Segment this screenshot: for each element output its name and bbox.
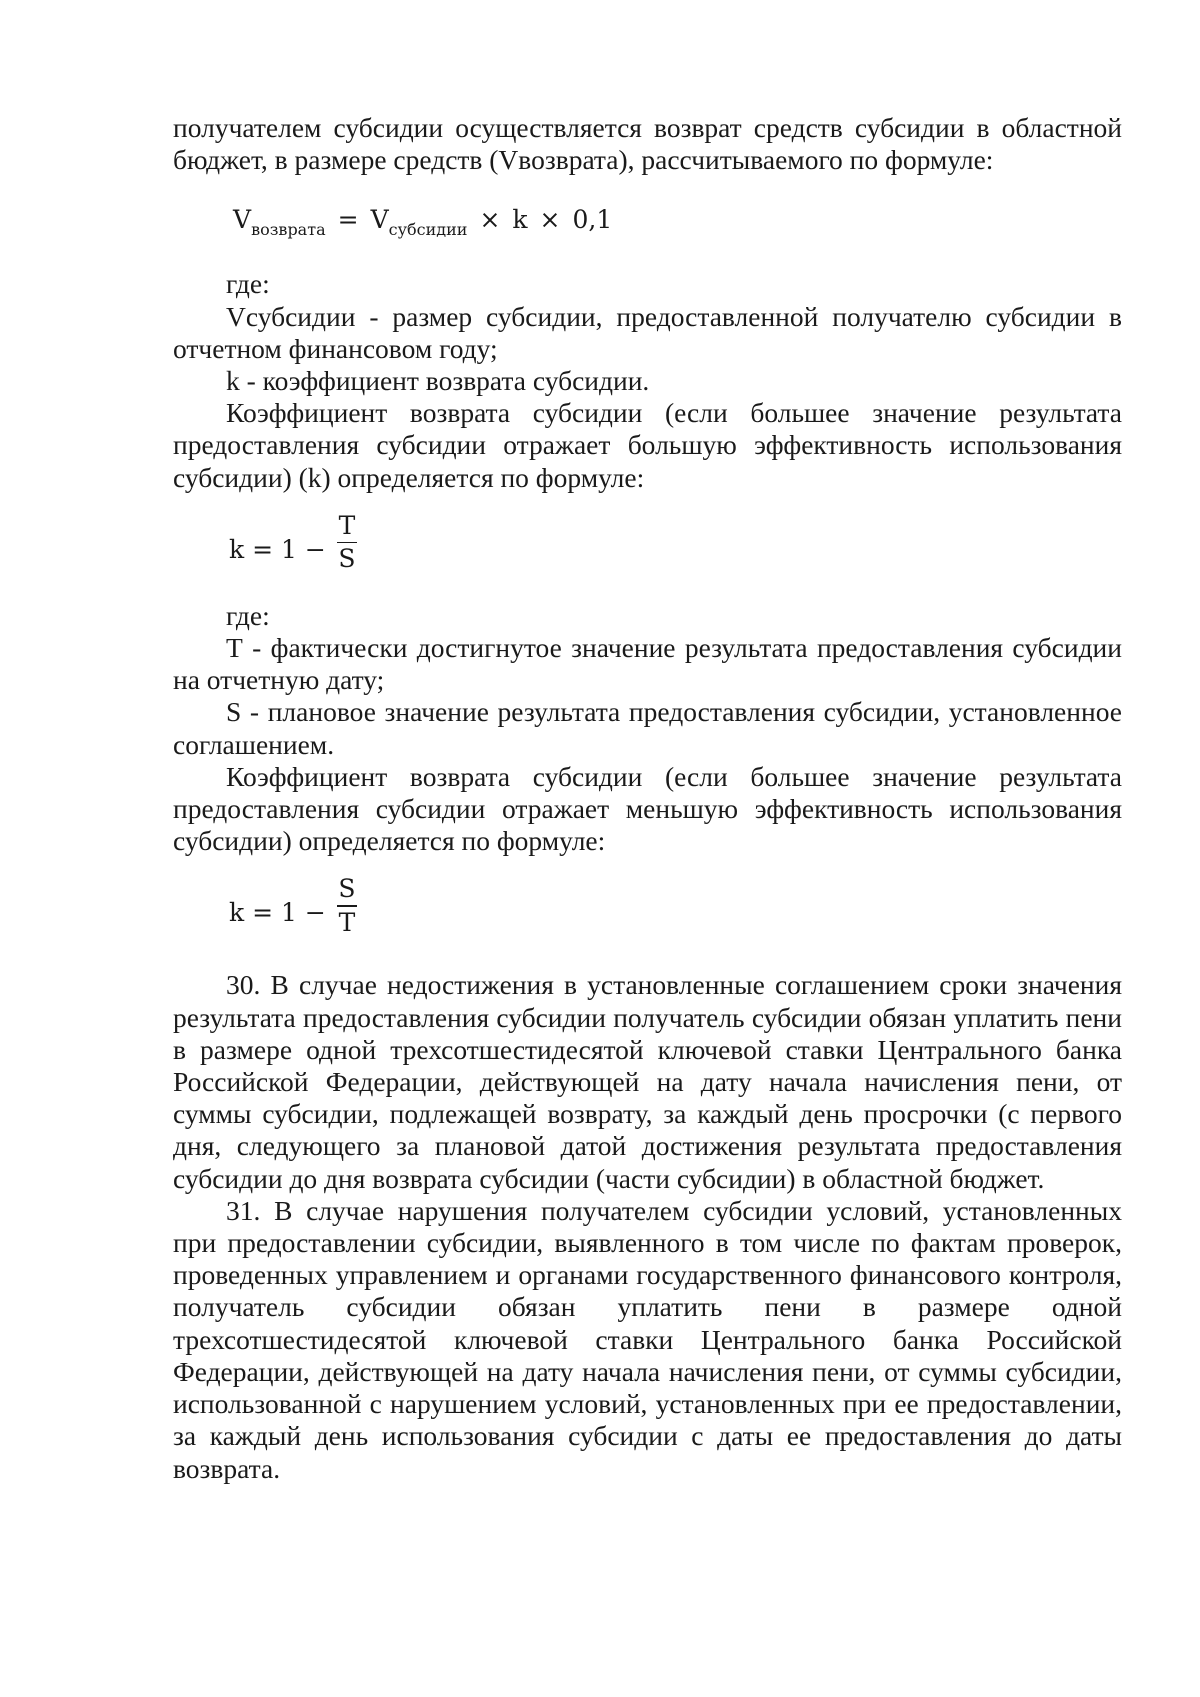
paragraph-coefficient-greater-effectiveness: Коэффициент возврата субсидии (если большее значение результата предоставления субсидии отражает большую эффективность использования субсидии) (k) определяется по формуле:: [173, 397, 1122, 493]
fraction-bar: [337, 905, 357, 907]
formula-rhs-subscript: субсидии: [388, 220, 468, 240]
formula-lhs: k = 1 −: [229, 534, 326, 564]
label-where: где:: [226, 268, 270, 300]
formula-equals: =: [337, 205, 359, 235]
formula-times: ×: [479, 205, 501, 235]
definition-t: Т - фактически достигнутое значение результата предоставления субсидии на отчетную дату;: [173, 632, 1122, 696]
formula-coefficient-s-over-t: [173, 857, 1122, 963]
formula-lhs-subscript: возврата: [251, 220, 326, 240]
fraction-numerator: S: [338, 874, 356, 904]
document-body: [173, 112, 1122, 1485]
formula-rhs-var: V: [370, 205, 389, 235]
definition-k: k - коэффициент возврата субсидии.: [226, 365, 650, 397]
fraction-denominator: S: [338, 544, 356, 574]
formula-lhs-var: V: [233, 205, 252, 235]
clause-31: 31. В случае нарушения получателем субсидии условий, установленных при предоставлении субсидии, выявленного в том числе по фактам проверок, проведенных управлением и органами государственного финансового контроля, получатель субсидии обязан уплатить пени в размере одной трехсотшестидесятой ключевой ставки Центрального банка Российской Федерации, действующей на дату начала начисления пени, от суммы субсидии, использованной с нарушением условий, установленных при ее предоставлении, за каждый день использования субсидии с даты ее предоставления до даты возврата.: [173, 1194, 1122, 1484]
formula-times: ×: [539, 205, 561, 235]
fraction: [337, 512, 357, 574]
fraction-bar: [337, 542, 357, 544]
definition-v-subsidy: Vсубсидии - размер субсидии, предоставленной получателю субсидии в отчетном финансовом году;: [173, 300, 1122, 364]
formula-k: k: [512, 205, 528, 235]
formula-coefficient-t-over-s: [173, 494, 1122, 600]
paragraph-coefficient-lesser-effectiveness: Коэффициент возврата субсидии (если большее значение результата предоставления субсидии отражает меньшую эффективность использования субсидии) определяется по формуле:: [173, 760, 1122, 857]
fraction: [337, 875, 357, 937]
paragraph-return-intro: получателем субсидии осуществляется возврат средств субсидии в областной бюджет, в размере средств (Vвозврата), рассчитываемого по формуле:: [173, 112, 1122, 176]
definition-s: S - плановое значение результата предоставления субсидии, установленное соглашением.: [173, 696, 1122, 760]
label-where: где:: [226, 599, 270, 631]
fraction-denominator: T: [338, 907, 356, 937]
clause-30: 30. В случае недостижения в установленные соглашением сроки значения результата предоставления субсидии получатель субсидии обязан уплатить пени в размере одной трехсотшестидесятой ключевой ставки Центрального банка Российской Федерации, действующей на дату начала начисления пени, от суммы субсидии, подлежащей возврату, за каждый день просрочки (с первого дня, следующего за плановой датой достижения результата предоставления субсидии до дня возврата субсидии (части субсидии) в областной бюджет.: [173, 969, 1122, 1194]
fraction-numerator: T: [338, 510, 356, 540]
formula-constant: 0,1: [572, 205, 613, 235]
formula-lhs: k = 1 −: [229, 898, 326, 928]
formula-return-amount: [173, 176, 1122, 268]
